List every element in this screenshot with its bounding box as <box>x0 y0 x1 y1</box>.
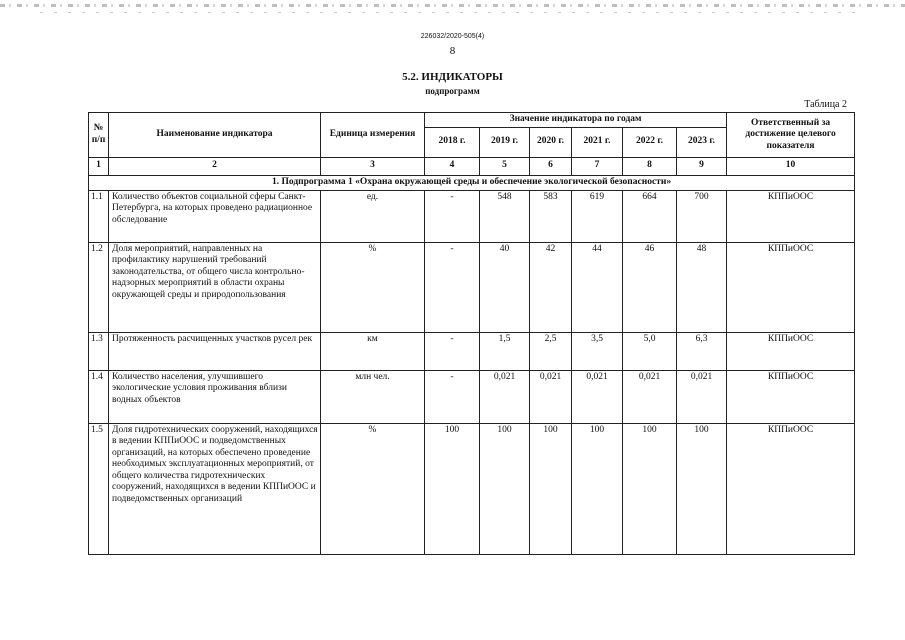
row-value: 0,021 <box>530 370 572 423</box>
row-value: 619 <box>572 190 623 242</box>
row-name: Количество населения, улучшившего экологические условия проживания вблизи водных объектов <box>109 370 321 423</box>
row-responsible: КППиООС <box>727 423 855 554</box>
row-value: - <box>425 370 480 423</box>
row-value: - <box>425 332 480 370</box>
header-year: 2019 г. <box>480 127 530 157</box>
section-title: 5.2. ИНДИКАТОРЫ <box>402 71 503 83</box>
header-num: № п/п <box>89 113 109 158</box>
row-num: 1.2 <box>89 242 109 332</box>
row-value: 44 <box>572 242 623 332</box>
column-index: 10 <box>727 157 855 175</box>
header-responsible: Ответственный за достижение целевого показателя <box>727 113 855 158</box>
document-id: 226032/2020-505(4) <box>420 33 485 40</box>
row-value: 100 <box>677 423 727 554</box>
column-index: 9 <box>677 157 727 175</box>
column-index: 4 <box>425 157 480 175</box>
row-unit: км <box>321 332 425 370</box>
row-responsible: КППиООС <box>727 370 855 423</box>
section-subtitle: подпрограмм <box>425 86 480 96</box>
table-row <box>89 423 855 554</box>
column-index: 1 <box>89 157 109 175</box>
scan-artifact <box>40 12 860 13</box>
column-index: 8 <box>623 157 677 175</box>
row-value: 0,021 <box>480 370 530 423</box>
column-index: 2 <box>109 157 321 175</box>
row-value: 100 <box>425 423 480 554</box>
row-num: 1.5 <box>89 423 109 554</box>
header-years-group: Значение индикатора по годам <box>425 113 727 128</box>
indicators-table <box>88 112 855 555</box>
column-index: 6 <box>530 157 572 175</box>
row-num: 1.1 <box>89 190 109 242</box>
row-value: 100 <box>623 423 677 554</box>
row-value: 6,3 <box>677 332 727 370</box>
row-unit: % <box>321 423 425 554</box>
row-value: 3,5 <box>572 332 623 370</box>
header-year: 2023 г. <box>677 127 727 157</box>
row-value: 0,021 <box>623 370 677 423</box>
header-unit: Единица измерения <box>321 113 425 158</box>
row-value: - <box>425 242 480 332</box>
row-value: 2,5 <box>530 332 572 370</box>
row-responsible: КППиООС <box>727 190 855 242</box>
column-index-row <box>89 157 855 175</box>
subprogram-title: 1. Подпрограмма 1 «Охрана окружающей среды и обеспечение экологической безопасности» <box>89 175 855 190</box>
row-num: 1.4 <box>89 370 109 423</box>
row-value: 0,021 <box>572 370 623 423</box>
subprogram-row <box>89 175 855 190</box>
row-value: 46 <box>623 242 677 332</box>
row-value: 48 <box>677 242 727 332</box>
page-number: 8 <box>449 45 456 57</box>
table-row <box>89 332 855 370</box>
header-year: 2022 г. <box>623 127 677 157</box>
table-row <box>89 190 855 242</box>
column-index: 3 <box>321 157 425 175</box>
header-name: Наименование индикатора <box>109 113 321 158</box>
row-value: 0,021 <box>677 370 727 423</box>
column-index: 7 <box>572 157 623 175</box>
scan-artifact <box>0 4 905 7</box>
header-year: 2018 г. <box>425 127 480 157</box>
table-row <box>89 242 855 332</box>
table-row <box>89 370 855 423</box>
row-name: Протяженность расчищенных участков русел рек <box>109 332 321 370</box>
row-responsible: КППиООС <box>727 332 855 370</box>
row-value: 1,5 <box>480 332 530 370</box>
row-value: 42 <box>530 242 572 332</box>
row-value: 548 <box>480 190 530 242</box>
row-value: 100 <box>530 423 572 554</box>
row-unit: млн чел. <box>321 370 425 423</box>
row-value: 664 <box>623 190 677 242</box>
row-value: - <box>425 190 480 242</box>
row-responsible: КППиООС <box>727 242 855 332</box>
row-value: 700 <box>677 190 727 242</box>
row-value: 583 <box>530 190 572 242</box>
header-year: 2021 г. <box>572 127 623 157</box>
table-label: Таблица 2 <box>804 99 847 110</box>
column-index: 5 <box>480 157 530 175</box>
row-num: 1.3 <box>89 332 109 370</box>
header-year: 2020 г. <box>530 127 572 157</box>
row-value: 40 <box>480 242 530 332</box>
row-value: 5,0 <box>623 332 677 370</box>
row-name: Количество объектов социальной сферы Санкт-Петербурга, на которых проведено радиационное обследование <box>109 190 321 242</box>
row-value: 100 <box>572 423 623 554</box>
row-value: 100 <box>480 423 530 554</box>
row-name: Доля гидротехнических сооружений, находящихся в ведении КППиООС и подведомственных организаций, на которых обеспечено проведение необходимых эксплуатационных мероприятий, от общего количества гидротехнических сооружений, находящихся в ведении КППиООС и подведомственных организаций <box>109 423 321 554</box>
row-unit: ед. <box>321 190 425 242</box>
row-name: Доля мероприятий, направленных на профилактику нарушений требований законодательства, от общего числа контрольно-надзорных мероприятий в области охраны окружающей среды и природопользования <box>109 242 321 332</box>
row-unit: % <box>321 242 425 332</box>
